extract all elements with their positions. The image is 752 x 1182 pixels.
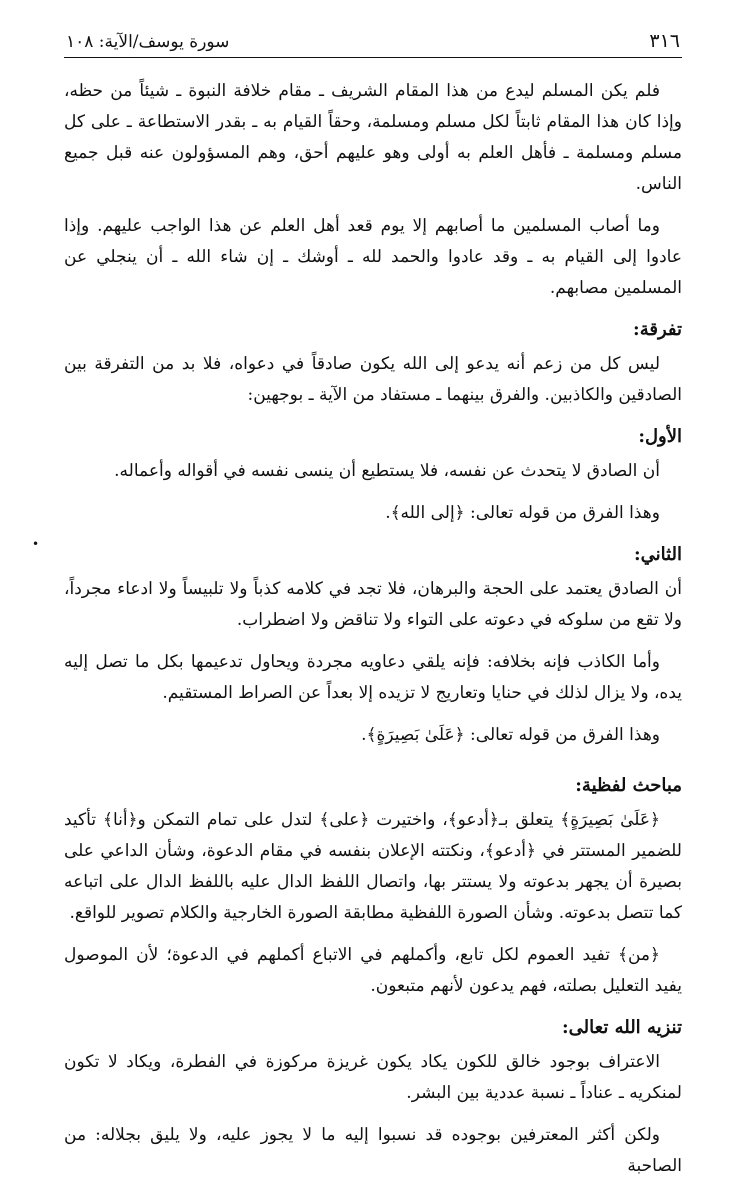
page-number: ٣١٦	[649, 30, 680, 52]
section-heading: مباحث لفظية:	[575, 775, 682, 796]
paragraph: ﴿من﴾ تفيد العموم لكل تابع، وأكملهم في الاتباع أكملهم في الدعوة؛ لأن الموصول يفيد التعليل بصلته، فهم يدعون لأنهم متبعون.	[64, 945, 682, 996]
section-heading: تنزيه الله تعالى:	[562, 1017, 682, 1038]
paragraph: وهذا الفرق من قوله تعالى: ﴿عَلَىٰ بَصِيرَةٍ﴾.	[361, 725, 660, 745]
paragraph: وأما الكاذب فإنه بخلافه: فإنه يلقي دعاويه مجردة ويحاول تدعيمها بكل ما تصل إليه يده، ولا يزال لذلك في حنايا وتعاريج لا تزيده إلا بعداً عن الصراط المستقيم.	[64, 652, 682, 703]
paragraph: وما أصاب المسلمين ما أصابهم إلا يوم قعد أهل العلم عن هذا الواجب عليهم. وإذا عادوا إلى القيام به ـ وقد عادوا والحمد لله ـ أوشك ـ إن شاء الله ـ أن ينجلي عن المسلمين مصابهم.	[64, 216, 682, 298]
paragraph: أن الصادق لا يتحدث عن نفسه، فلا يستطيع أن ينسى نفسه في أقواله وأعماله.	[114, 461, 660, 481]
section-heading: الثاني:	[633, 544, 682, 565]
paragraph: ﴿عَلَىٰ بَصِيرَةٍ﴾ يتعلق بـ﴿أدعو﴾، واختيرت ﴿على﴾ لتدل على تمام التمكن و﴿أنا﴾ تأكيد للضمير المستتر في ﴿أدعو﴾، ونكتته الإعلان بنفسه في مقام الدعوة، وشأن الداعي على بصيرة أن يجهر بدعوته ولا يستتر بها، واتصال اللفظ الدال عليه باللفظ الدال على اتباعه كما تتصل بدعوته. وشأن الصورة اللفظية مطابقة الصورة الخارجية والكلام تصوير للواقع.	[64, 810, 682, 923]
running-header-surah: سورة يوسف/الآية: ١٠٨	[66, 32, 230, 52]
paragraph: وهذا الفرق من قوله تعالى: ﴿إلى الله﴾.	[385, 503, 660, 523]
paragraph: أن الصادق يعتمد على الحجة والبرهان، فلا تجد في كلامه كذباً ولا تلبيساً ولا ادعاء مجرداً، ولا تقع من سلوكه في دعوته على التواء ولا تناقض ولا اضطراب.	[64, 579, 682, 630]
paragraph: ولكن أكثر المعترفين بوجوده قد نسبوا إليه ما لا يجوز عليه، ولا يليق بجلاله: من الصاحبة	[64, 1125, 682, 1176]
page-header	[64, 30, 682, 58]
page-body	[64, 58, 682, 1182]
paragraph: ليس كل من زعم أنه يدعو إلى الله يكون صادقاً في دعواه، فلا بد من التفرقة بين الصادقين والكاذبين. والفرق بينهما ـ مستفاد من الآية ـ بوجهين:	[64, 354, 682, 405]
paragraph: فلم يكن المسلم ليدع من هذا المقام الشريف ـ مقام خلافة النبوة ـ شيئاً من حظه، وإذا كان هذا المقام ثابتاً لكل مسلم ومسلمة، وحقاً القيام به ـ بقدر الاستطاعة ـ على كل مسلم ومسلمة ـ فأهل العلم به أولى وهو عليهم أحق، وهم المسؤولون عنه قبل جميع الناس.	[64, 81, 682, 194]
margin-dot-mark: •	[32, 537, 40, 551]
paragraph: الاعتراف بوجود خالق للكون يكاد يكون غريزة مركوزة في الفطرة، ويكاد لا تكون لمنكريه ـ عناداً ـ نسبة عددية بين البشر.	[64, 1052, 682, 1103]
section-heading: الأول:	[638, 426, 682, 447]
section-heading: تفرقة:	[633, 319, 682, 340]
